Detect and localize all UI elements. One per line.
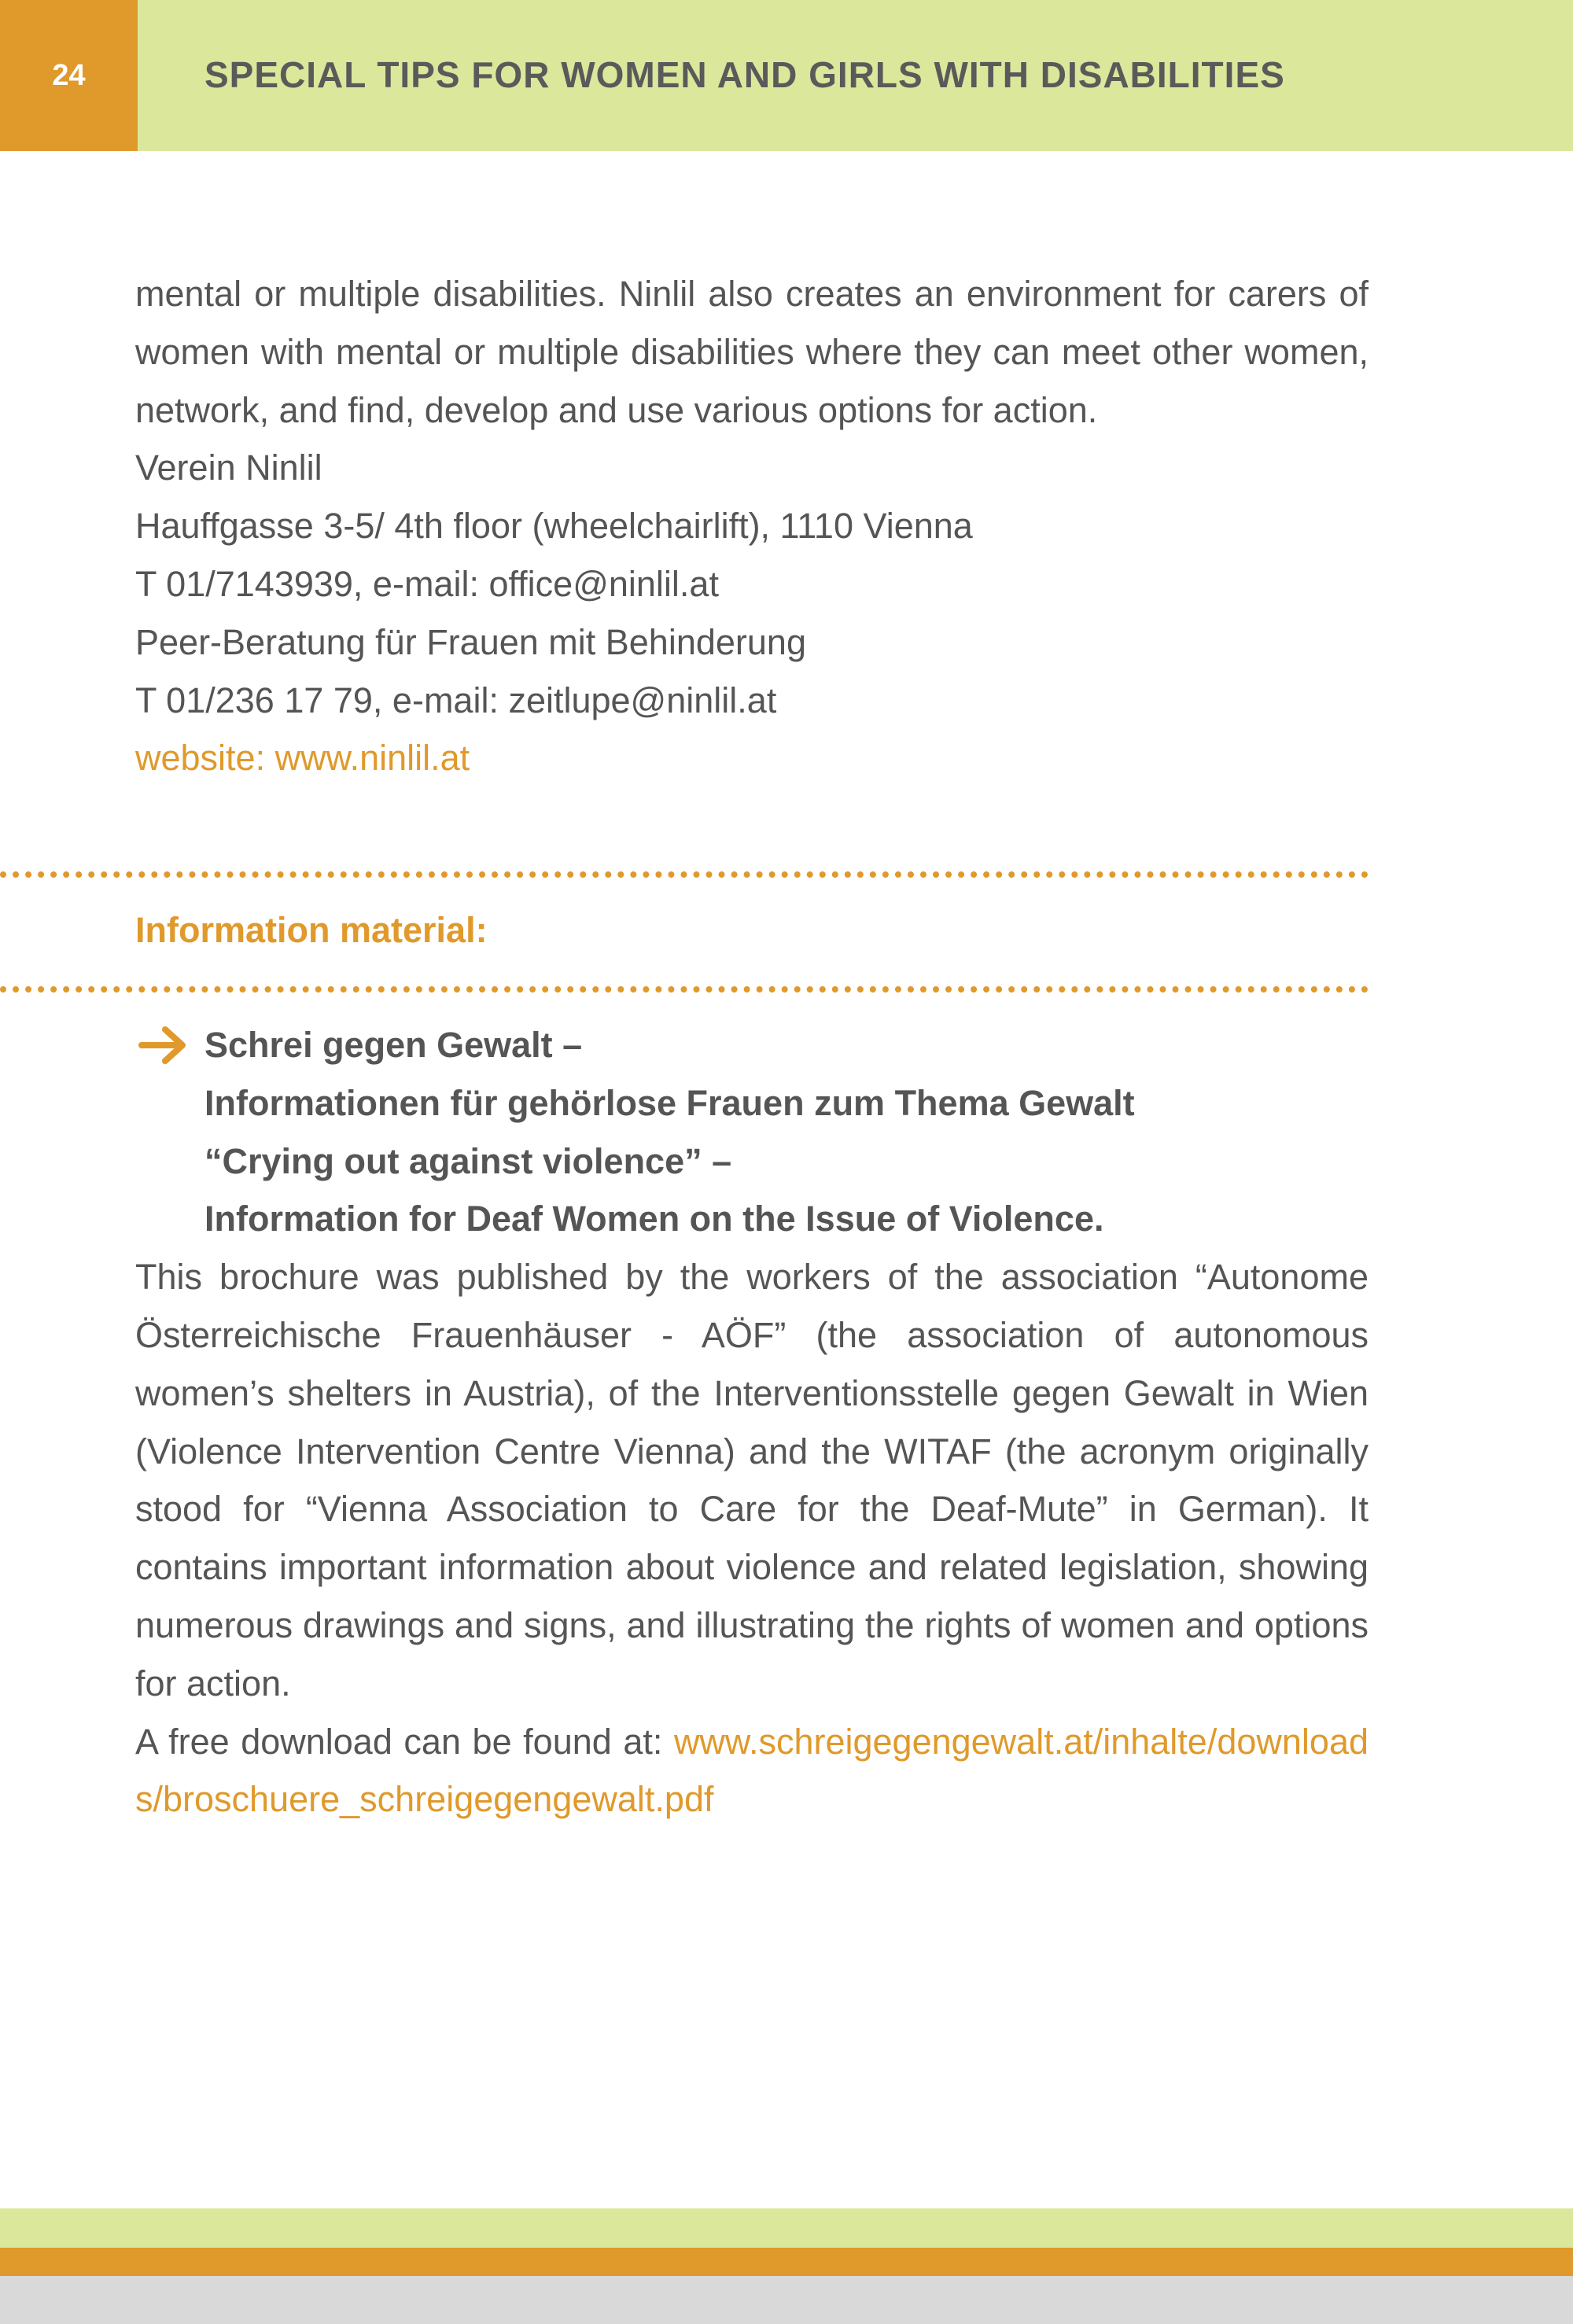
- footer-band-green: [0, 2208, 1573, 2248]
- footer-band-orange: [0, 2248, 1573, 2276]
- brochure-title-line: “Crying out against violence” –: [204, 1140, 732, 1181]
- dotted-divider-top: [0, 871, 1369, 878]
- page-title: SPECIAL TIPS FOR WOMEN AND GIRLS WITH DISABILITIES: [204, 54, 1285, 95]
- footer-band-grey: [0, 2276, 1573, 2324]
- brochure-description: This brochure was published by the workers of the association “Autonome Österreichische Frauenhäuser - AÖF” (the association of autonomous women’s shelters in Austria), of the Interventionsstelle gegen Gewalt in Wien (Violence Intervention Centre Vienna) and the WITAF (the acronym originally stood for “Vienna Association to Care for the Deaf-Mute” in German). It contains important information about violence and related legislation, showing numerous drawings and signs, and illustrating the rights of women and options for action.: [135, 1257, 1369, 1703]
- org-address: Hauffgasse 3-5/ 4th floor (wheelchairlift), 1110 Vienna: [135, 506, 973, 547]
- dotted-divider-bottom: [0, 986, 1369, 993]
- peer-counselling-contact: T 01/236 17 79, e-mail: zeitlupe@ninlil.at: [135, 680, 777, 720]
- brochure-title-line: Informationen für gehörlose Frauen zum Thema Gewalt: [204, 1082, 1135, 1123]
- brochure-title-line: Schrei gegen Gewalt –: [204, 1025, 583, 1065]
- ninlil-section: [135, 265, 1369, 787]
- intro-paragraph: mental or multiple disabilities. Ninlil also creates an environment for carers of women with mental or multiple disabilities where they can meet other women, network, and find, develop and use various options for action.: [135, 274, 1369, 430]
- download-prefix: A free download can be found at:: [135, 1721, 674, 1762]
- download-paragraph: [135, 1713, 1369, 1829]
- ninlil-website-link[interactable]: website: www.ninlil.at: [135, 738, 470, 779]
- peer-counselling-name: Peer-Beratung für Frauen mit Behinderung: [135, 621, 806, 662]
- page-number-text: 24: [52, 58, 86, 92]
- download-link[interactable]: www.schreigegengewalt.at/inhalte/downloads/broschuere_schreigegengewalt.pdf: [135, 1721, 1369, 1820]
- org-contact: T 01/7143939, e-mail: office@ninlil.at: [135, 563, 719, 604]
- info-material-section: [135, 1016, 1369, 1829]
- page-number: [0, 0, 138, 151]
- org-name: Verein Ninlil: [135, 447, 322, 488]
- arrow-right-icon: [138, 1026, 187, 1065]
- brochure-title-line: Information for Deaf Women on the Issue of Violence.: [204, 1199, 1104, 1239]
- info-material-heading: Information material:: [135, 910, 488, 950]
- brochure-title: [135, 1016, 1369, 1248]
